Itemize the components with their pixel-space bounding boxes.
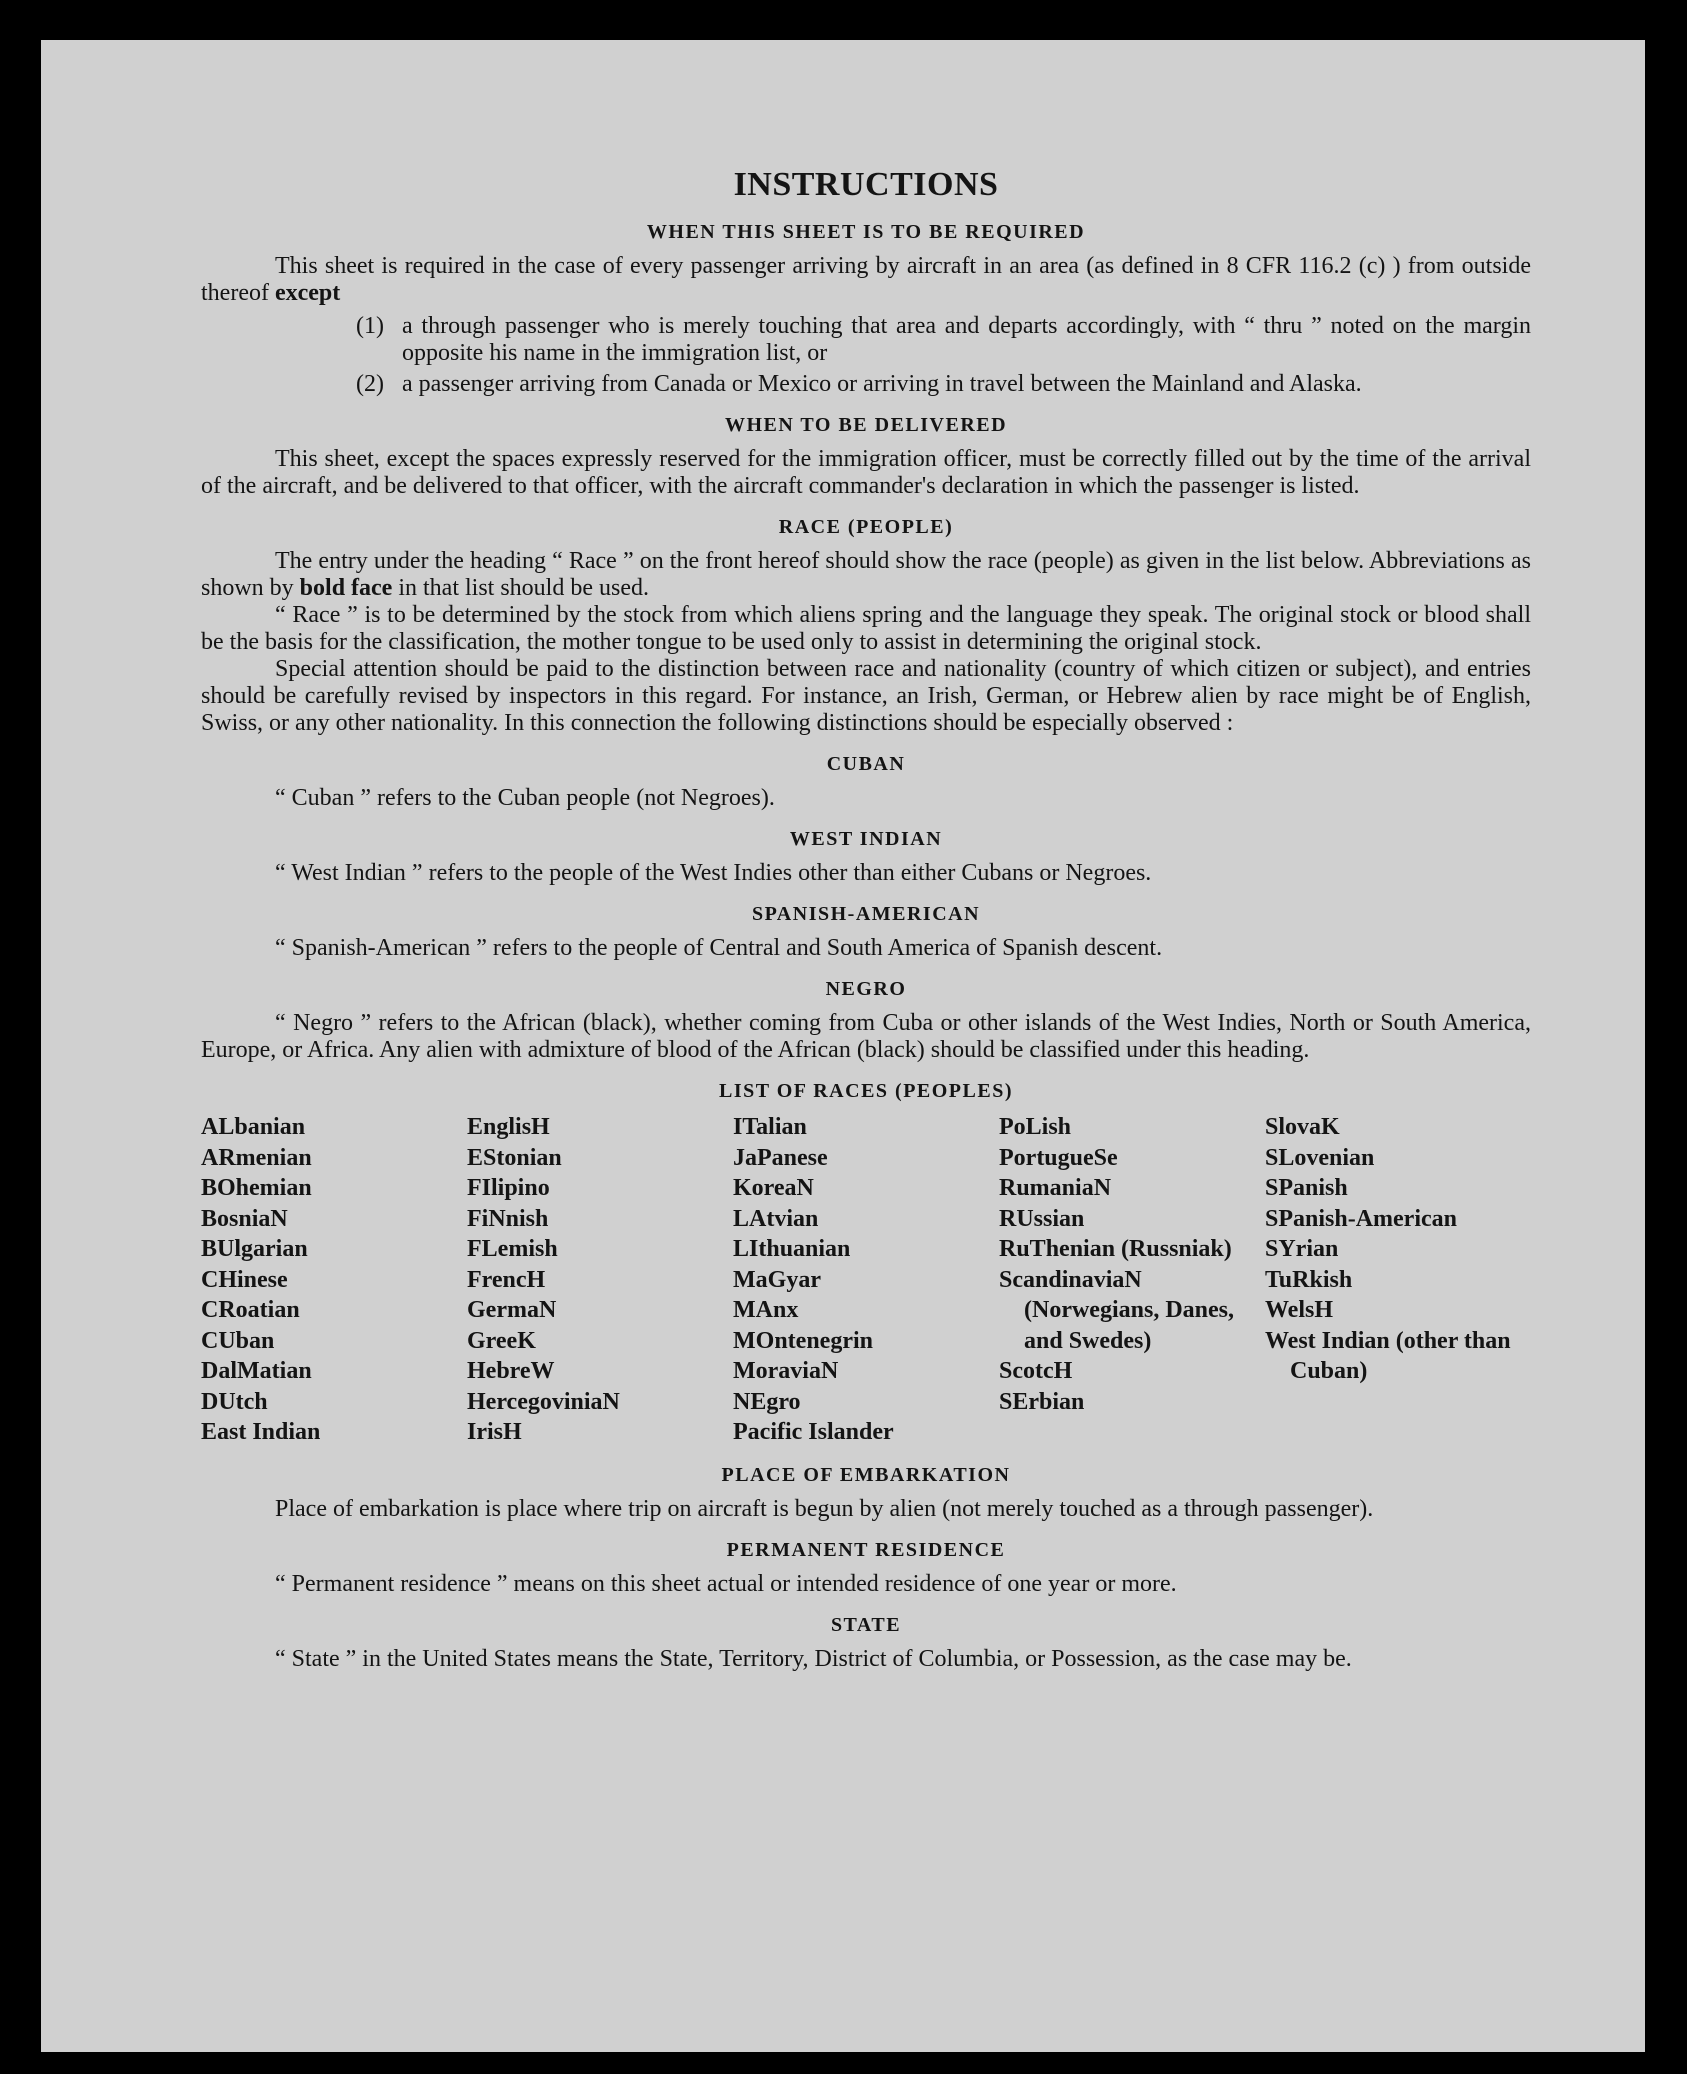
page-title: INSTRUCTIONS	[733, 166, 999, 203]
race-entry: ITalian	[733, 1114, 807, 1140]
race-entry: RUssian	[999, 1205, 1085, 1232]
except-word: except	[274, 280, 341, 306]
race-entry: CRoatian	[201, 1297, 300, 1323]
race-entry: Pacific Islander	[733, 1419, 894, 1445]
heading-place-of-embarkation: PLACE OF EMBARKATION	[721, 1463, 1011, 1486]
race-paragraph-2: “ Race ” is to be determined by the stock from which aliens spring and the language they speak. The original stock or blood shall be the basis for the classification, the mother tongue to be used only to assist in determining the original stock.	[201, 602, 1531, 655]
race-entry: East Indian	[201, 1419, 321, 1445]
embarkation-text: Place of embarkation is place where trip on aircraft is begun by alien (not merely touched as a through passenger).	[275, 1495, 1374, 1522]
heading-race: RACE (PEOPLE)	[778, 516, 954, 538]
heading-spanish-american: SPANISH-AMERICAN	[751, 903, 981, 925]
race-entry: WelsH	[1265, 1297, 1334, 1323]
race-entry: FLemish	[467, 1236, 558, 1262]
document-page	[41, 40, 1645, 2052]
race-entry: EStonian	[467, 1144, 562, 1171]
heading-when-delivered: WHEN TO BE DELIVERED	[724, 414, 1008, 436]
exception-number: (1)	[356, 313, 384, 339]
race-entry: ScotcH	[999, 1358, 1073, 1384]
race-entry: PortugueSe	[999, 1144, 1118, 1171]
race-entry: West Indian (other than Cuban)	[1265, 1327, 1511, 1384]
race-entry: IrisH	[467, 1419, 522, 1445]
race-entry: TuRkish	[1265, 1266, 1353, 1293]
instructions-body	[201, 165, 1531, 1673]
races-column	[1265, 1112, 1531, 1448]
race-paragraph-1: The entry under the heading “ Race ” on the front hereof should show the race (people) as given in the list below. Abbreviations as shown by bold face in that list should be used.	[201, 548, 1531, 601]
race-entry: DalMatian	[201, 1358, 312, 1384]
exception-text: a through passenger who is merely touching that area and departs accordingly, with “ thru ” noted on the margin opposite his name in the immigration list, or	[402, 313, 1531, 366]
race-entry: SErbian	[999, 1388, 1085, 1415]
race-entry: GermaN	[467, 1297, 557, 1323]
race-entry: BosniaN	[201, 1205, 288, 1232]
race-entry: CHinese	[201, 1266, 288, 1293]
race-entry: GreeK	[467, 1327, 536, 1354]
heading-list-of-races: LIST OF RACES (PEOPLES)	[718, 1080, 1013, 1102]
race-entry: DUtch	[201, 1388, 268, 1415]
race-entry: HebreW	[467, 1358, 555, 1384]
race-entry: MOntenegrin	[733, 1327, 873, 1354]
race-entry: PoLish	[999, 1114, 1072, 1140]
races-column	[733, 1112, 999, 1448]
race-entry: CUban	[201, 1327, 275, 1354]
races-list	[201, 1112, 1531, 1448]
race-entry: SPanish	[1265, 1175, 1348, 1201]
heading-when-required: WHEN THIS SHEET IS TO BE REQUIRED	[646, 221, 1086, 243]
race-entry: LIthuanian	[733, 1236, 851, 1262]
race-paragraph-3: Special attention should be paid to the distinction between race and nationality (country of which citizen or subject), and entries should be carefully revised by inspectors in this regard. For instance, an Irish, German, or Hebrew alien by race might be of English, Swiss, or any other nationality. In this connection the following distinctions should be especially observed :	[201, 656, 1531, 736]
heading-negro: NEGRO	[825, 978, 907, 1000]
race-entry: NEgro	[733, 1388, 801, 1415]
race-entry: FIlipino	[467, 1175, 550, 1201]
heading-west-indian: WEST INDIAN	[789, 828, 943, 850]
race-entry: ALbanian	[201, 1114, 306, 1140]
race-entry: HercegoviniaN	[467, 1388, 620, 1415]
race-entry: KoreaN	[733, 1175, 814, 1201]
bold-face-term: bold face	[299, 575, 393, 601]
race-entry: FiNnish	[467, 1205, 549, 1232]
state-text: “ State ” in the United States means the State, Territory, District of Columbia, or Possession, as the case may be.	[275, 1645, 1352, 1672]
race-entry: RuThenian (Russniak)	[999, 1236, 1232, 1262]
race-entry: SYrian	[1265, 1236, 1339, 1262]
race-entry: MAnx	[733, 1297, 799, 1323]
races-column	[201, 1112, 467, 1448]
race-entry: JaPanese	[733, 1144, 828, 1171]
race-entry: MoraviaN	[733, 1358, 839, 1384]
negro-text: “ Negro ” refers to the African (black), whether coming from Cuba or other islands of the West Indies, North or South America, Europe, or Africa. Any alien with admixture of blood of the African (black) should be classified under this heading.	[201, 1010, 1531, 1063]
heading-state: STATE	[830, 1613, 902, 1636]
when-required-intro: This sheet is required in the case of every passenger arriving by aircraft in an area (as defined in 8 CFR 116.2 (c) ) from outside thereof except	[201, 253, 1531, 306]
heading-cuban: CUBAN	[826, 753, 906, 775]
race-entry: ScandinaviaN (Norwegians, Danes, and Swedes)	[999, 1266, 1234, 1354]
exception-list	[356, 313, 1531, 398]
race-entry: ARmenian	[201, 1144, 312, 1171]
west-indian-text: “ West Indian ” refers to the people of the West Indies other than either Cubans or Negroes.	[275, 860, 1152, 886]
race-entry: SLovenian	[1265, 1144, 1375, 1171]
race-entry: FrencH	[467, 1266, 546, 1293]
race-entry: SPanish-American	[1265, 1205, 1457, 1232]
races-column	[999, 1112, 1265, 1448]
race-entry: MaGyar	[733, 1266, 821, 1293]
races-column	[467, 1112, 733, 1448]
heading-permanent-residence: PERMANENT RESIDENCE	[726, 1538, 1006, 1561]
exception-item	[356, 371, 1531, 398]
race-entry: BUlgarian	[201, 1236, 308, 1262]
exception-number: (2)	[356, 371, 384, 397]
race-entry: SlovaK	[1265, 1114, 1340, 1140]
residence-text: “ Permanent residence ” means on this sheet actual or intended residence of one year or more.	[275, 1570, 1177, 1597]
race-entry: BOhemian	[201, 1175, 312, 1201]
race-entry: RumaniaN	[999, 1175, 1112, 1201]
race-entry: LAtvian	[733, 1205, 819, 1232]
exception-item	[356, 313, 1531, 367]
cuban-text: “ Cuban ” refers to the Cuban people (not Negroes).	[275, 785, 775, 811]
exception-text: a passenger arriving from Canada or Mexico or arriving in travel between the Mainland and Alaska.	[402, 371, 1362, 397]
when-delivered-text: This sheet, except the spaces expressly reserved for the immigration officer, must be correctly filled out by the time of the arrival of the aircraft, and be delivered to that officer, with the aircraft commander's declaration in which the passenger is listed.	[201, 446, 1531, 499]
spanish-american-text: “ Spanish-American ” refers to the people of Central and South America of Spanish descent.	[275, 935, 1163, 961]
race-entry: EnglisH	[467, 1114, 550, 1140]
